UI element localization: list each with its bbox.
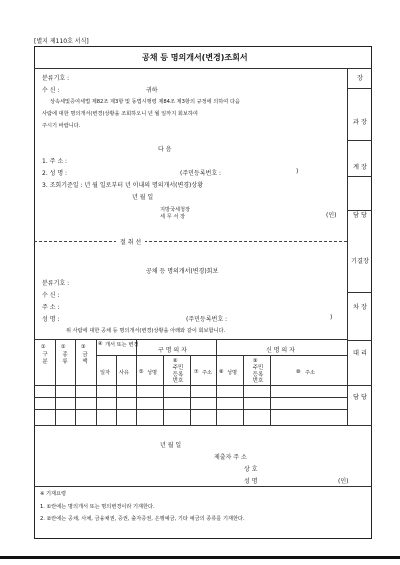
table-col-divider <box>216 339 217 425</box>
col-kind-circle: ① <box>41 344 46 350</box>
col-new-holder: 신 명 의 자 <box>266 347 295 354</box>
reply-recipient: 수 신 : <box>42 292 60 299</box>
note-1: 1. ①란에는 명의개서 또는 명의변경이라 기재한다. <box>40 504 155 510</box>
request-office2: 세 무 서 장 <box>160 214 185 220</box>
old-name-label: 성명 <box>147 370 158 376</box>
new-name-label: 성명 <box>227 370 238 376</box>
request-date: 년 월 일 <box>132 194 154 201</box>
request-body-line3: 주시기 바랍니다. <box>42 123 81 129</box>
approval-decider: 기결장 <box>351 258 369 265</box>
old-rrn-label: 주민등록번호 <box>172 365 184 384</box>
approval-divider <box>347 385 372 386</box>
cut-line-label: 절 취 선 <box>116 237 145 246</box>
col-old-holder: 구 명 의 자 <box>158 347 187 354</box>
col-type-label: 종류 <box>62 352 68 365</box>
request-body-line2: 사람에 대한 명의개서(변경)상황을 조회하오니 년 월 일까지 회보하여 <box>42 111 198 117</box>
reply-body: 위 사람에 대한 공채 등 명의개서(변경)상황을 아래와 같이 회보합니다. <box>66 328 226 334</box>
approval-divider <box>347 340 372 341</box>
request-item-address: 1. 주 소 : <box>42 158 68 165</box>
col-kind-label: 구분 <box>42 352 48 365</box>
notes-divider <box>34 486 372 487</box>
request-recipient: 수 신 : <box>42 87 60 94</box>
table-col-divider <box>243 355 244 425</box>
approval-chief: 장 <box>357 75 363 82</box>
table-col-divider <box>163 355 164 425</box>
request-doc-no: 분류기호 : <box>42 75 70 82</box>
col-change-reason: 사유 <box>119 370 130 376</box>
approval-divider <box>347 292 372 293</box>
page-bottom-rule <box>0 556 400 559</box>
request-next-heading: 다 음 <box>158 146 172 153</box>
approval-team-leader: 계 장 <box>353 164 367 171</box>
request-item-basis-date: 3. 조회기준일 : 년 월 일로부터 년 이내의 명의개서(변경)상황 <box>42 182 203 189</box>
submitter-business: 상 호 <box>244 466 258 473</box>
new-rrn-label: 주민등록번호 <box>252 365 264 384</box>
request-seal: (인) <box>326 212 337 219</box>
reply-rrn-close: ) <box>330 314 333 321</box>
col-amount-circle: ③ <box>81 344 86 350</box>
approval-clerk: 담 당 <box>353 394 367 401</box>
table-col-divider <box>55 339 56 425</box>
approval-divider <box>347 88 372 89</box>
table-col-divider <box>190 355 191 425</box>
reply-address: 주 소 : <box>42 304 60 311</box>
old-name-circle: ⑤ <box>139 369 144 375</box>
form-title: 공채 등 명의개서(변경)조회서 <box>142 53 248 62</box>
approval-officer: 담 당 <box>353 212 367 219</box>
approval-divider <box>347 140 372 141</box>
table-col-divider <box>116 355 117 425</box>
col-change-date: 일자 <box>100 370 111 376</box>
table-col-divider <box>96 339 97 425</box>
new-rrn-circle: ⑨ <box>253 358 258 364</box>
reply-title: 공채 등 명의개서(변경)회보 <box>146 268 219 275</box>
note-2: 2. ②란에는 공채, 사채, 금융채권, 증권, 출자증권, 은행예금, 기타 예금의 종류를 기재한다. <box>40 516 245 522</box>
table-col-divider <box>270 355 271 425</box>
footer-date: 년 월 일 <box>160 442 182 449</box>
table-col-divider <box>136 339 137 425</box>
reply-doc-no: 분류기호 : <box>42 280 70 287</box>
approval-section-chief: 과 장 <box>353 119 367 126</box>
new-addr-circle: ⑩ <box>296 369 301 375</box>
approval-deputy: 차 장 <box>353 304 367 311</box>
approval-divider <box>347 176 372 177</box>
form-number: [별지 제110호 서식] <box>34 38 89 45</box>
new-addr-label: 주소 <box>305 370 316 376</box>
request-item-rrn: (주민등록번호 : <box>180 170 222 177</box>
reply-rrn: (주민등록번호 : <box>186 316 228 323</box>
approval-assistant: 대 리 <box>353 350 367 357</box>
reply-name: 성 명 : <box>42 316 60 323</box>
submitter-seal: (인) <box>338 478 349 485</box>
old-addr-circle: ⑦ <box>194 369 199 375</box>
form-frame <box>34 46 372 539</box>
table-subheader-divider <box>96 355 347 356</box>
submitter-address: 제출자 주 소 <box>214 454 247 461</box>
table-bottom-border <box>34 425 372 426</box>
request-item-name: 2. 성 명 : <box>42 170 68 177</box>
request-office: 지방국세청장 <box>160 207 191 213</box>
request-body-line1: 상속세및증여세법 제82조 제3항 및 동법시행령 제84조 제3항의 규정에 의하여 다음 <box>50 99 240 105</box>
title-divider <box>34 68 372 69</box>
table-top-border <box>34 339 347 340</box>
table-col-divider <box>75 339 76 425</box>
new-name-circle: ⑧ <box>219 369 224 375</box>
old-addr-label: 주소 <box>202 370 213 376</box>
col-type-circle: ② <box>61 344 66 350</box>
col-change-label: 개서 또는 변경 <box>105 342 139 348</box>
submitter-name: 성 명 <box>244 478 258 485</box>
old-rrn-circle: ⑥ <box>173 358 178 364</box>
request-recipient-to: 귀하 <box>146 87 158 94</box>
request-item-rrn-close: ) <box>296 168 299 175</box>
notes-title: ※ 기재요령 <box>40 491 67 497</box>
col-change-circle: ④ <box>98 341 103 347</box>
cut-line <box>34 241 347 242</box>
col-amount-label: 금액 <box>82 352 88 365</box>
